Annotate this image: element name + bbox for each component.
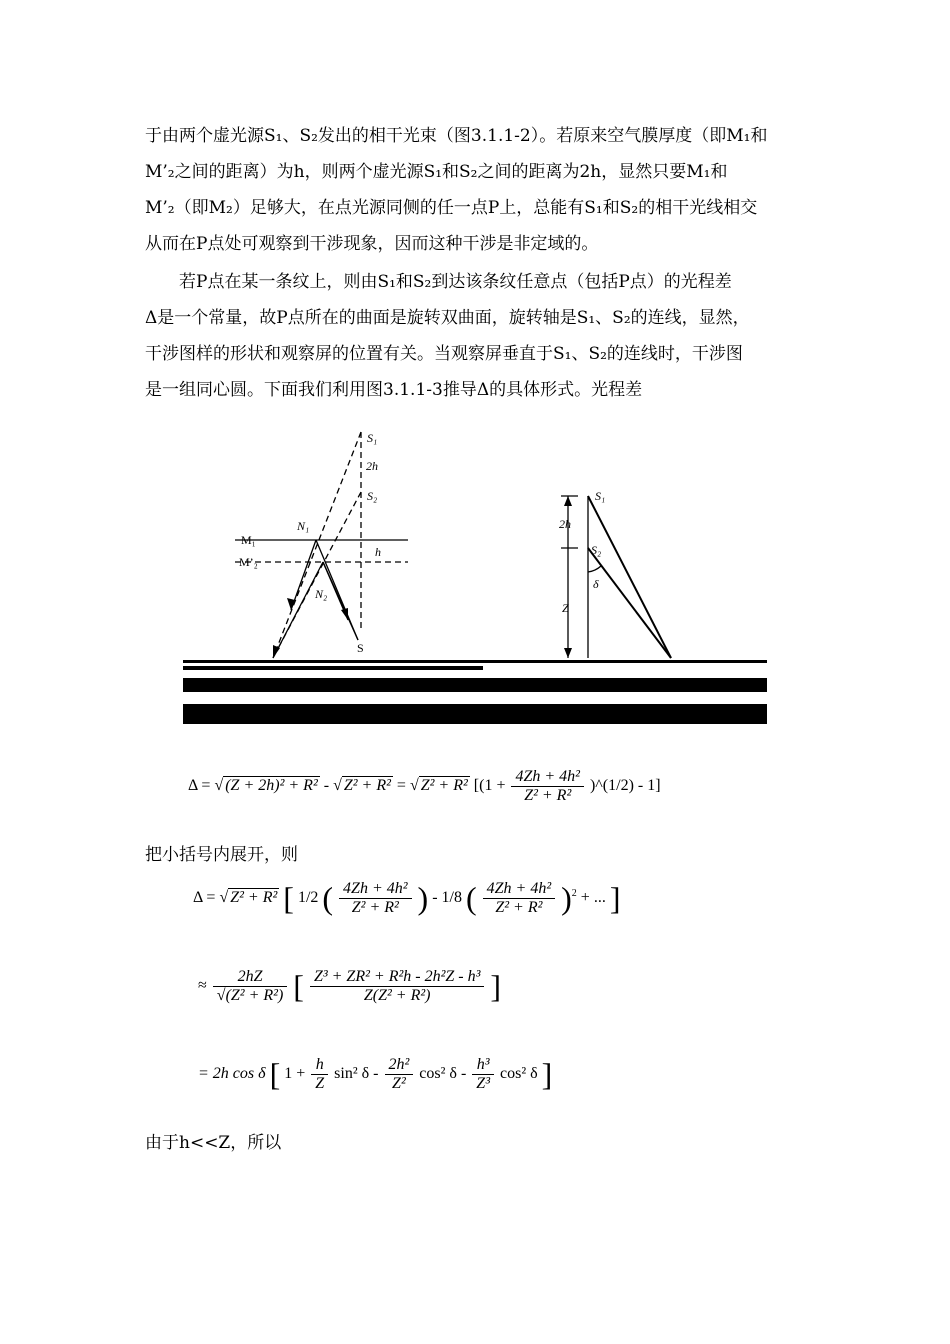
eq2-c1: 1/2 [297,889,319,907]
eq3-frac1 [310,968,484,1005]
eq4-f1n: h [311,1056,328,1075]
eq4-f2n: 2h² [385,1056,414,1075]
equation-3: ≈ $\frac{2hZ}{\text{√(Z² + R²)}}$ [ $\frac{\text{Z³ + ZR² + R²h - 2h²Z - h³}}{\text{Z(Z² + R²)}}$ ] [198,968,502,1004]
eq4-frac2 [385,1056,414,1093]
eq4-lhs: = 2h cos δ [198,1065,266,1083]
band-1 [183,678,767,692]
ground-line [183,660,767,663]
arrow-3 [341,608,348,620]
paragraph-2 [145,264,810,408]
eq4-f1d: Z [315,1075,325,1092]
eq2-n1: 4Zh + 4h² [339,880,412,899]
eq4-t1: sin² δ - [334,1065,379,1083]
paragraph-1-line-2: M’₂之间的距离）为h，则两个虚光源S₁和S₂之间的距离为2h，显然只要M₁和 [145,162,728,182]
eq4-f2d: Z² [392,1075,406,1092]
eq2-minus: - [432,889,438,907]
eq2-frac1 [339,880,412,917]
eq1-den: Z² + R² [524,787,572,804]
eq1-fraction [511,768,584,805]
eq4-f3n: h³ [472,1056,494,1075]
paragraph-1-line-4: 从而在P点处可观察到干涉现象，因而这种干涉是非定域的。 [145,234,599,254]
eq2-n2: 4Zh + 4h² [483,880,556,899]
ray-from-s1 [588,496,671,658]
label-m2p: M’₂ [239,555,258,569]
arrow-dim-top [564,496,572,506]
eq1-minus: - [323,777,330,795]
eq4-f3d: Z³ [476,1075,490,1092]
paragraph-2-line-3: 干涉图样的形状和观察屏的位置有关。当观察屏垂直于S₁、S₂的连线时，干涉图 [145,344,743,364]
eq4-frac3 [472,1056,494,1093]
eq3-frac0 [213,968,288,1005]
eq1-open: [(1 + [473,777,506,795]
equation-2: Δ = √ Z² + R² [ 1/2 ( $\frac{\text{4Zh + 4h²}}{\text{Z² + R²}}$ ) - 1/8 ( $\frac{\text{4Zh + 4h²}}{\text{Z² + R²}}$ )$^2$ + ... ] [193,880,621,916]
eq2-tail: + ... [580,889,606,907]
label-delta: δ [593,577,599,591]
eq2-d2: Z² + R² [495,899,543,916]
paragraph-2-line-4: 是一组同心圆。下面我们利用图3.1.1-3推导Δ的具体形式。光程差 [145,380,643,400]
equation-1: Δ = √ (Z + 2h)² + R² - √ Z² + R² = √ Z² + R² [(1 + $\frac{\text{4Zh + 4h²}}{\text{Z² + R²}}$ )^(1/2) - 1] [188,768,661,804]
arrow-dim-bottom [564,648,572,658]
paragraph-2-line-1: 若P点在某一条纹上，则由S₁和S₂到达该条纹任意点（包括P点）的光程差 [179,272,732,292]
dashed-ray-s1 [273,432,361,658]
eq3-n1: Z³ + ZR² + R²h - 2h²Z - h³ [310,968,484,987]
label-left-s2: S₂ [367,489,378,503]
paragraph-1-line-3: M’₂（即M₂）足够大，在点光源同侧的任一点P上，总能有S₁和S₂的相干光线相交 [145,198,758,218]
eq1-term3: Z² + R² [420,777,468,795]
eq1-num: 4Zh + 4h² [511,768,584,787]
equation-4: = 2h cos δ [ 1 + $\frac{h}{Z}$ sin² δ - $\frac{\text{2h²}}{\text{Z²}}$ cos² δ - $\frac{\text{h³}}{\text{Z³}}$ cos² δ ] [198,1056,553,1092]
eq3-lhs: ≈ [198,977,207,995]
eq3-d1: Z(Z² + R²) [363,987,431,1004]
eq4-t2: cos² δ - [419,1065,467,1083]
band-3 [183,666,483,670]
eq2-frac2 [483,880,556,917]
eq2-c2: 1/8 [441,889,462,907]
label-right-2h: 2h [559,517,571,531]
text-since: 由于h<<Z，所以 [145,1133,282,1153]
label-right-s1: S₁ [595,489,606,503]
paragraph-2-line-2: Δ是一个常量，故P点所在的曲面是旋转双曲面，旋转轴是S₁、S₂的连线，显然， [145,308,750,328]
ray-from-s2 [588,548,671,658]
eq1-close: )^(1/2) - 1] [589,777,661,795]
band-2 [183,704,767,724]
eq2-d1: Z² + R² [351,899,399,916]
eq4-t3: cos² δ [500,1065,538,1083]
label-n2: N₂ [315,587,328,601]
eq1-eq: = [396,777,406,795]
eq1-lhs: Δ = [188,777,211,795]
label-n1: N₁ [297,519,310,533]
label-m1: M₁ [241,533,256,547]
eq1-term1: (Z + 2h)² + R² [225,777,318,795]
ray-n2-out [273,562,323,658]
eq3-d0: √(Z² + R²) [216,987,284,1004]
paragraph-1 [145,118,810,262]
delta-arc [588,566,601,572]
eq3-n0: 2hZ [213,968,288,987]
label-left-2h: 2h [366,459,378,473]
label-z: Z [562,601,569,615]
label-s: S [357,641,364,655]
eq4-one: 1 + [284,1065,306,1083]
label-left-s1: S₁ [367,431,378,445]
text-expand: 把小括号内展开，则 [145,845,298,865]
eq4-frac1 [311,1056,328,1093]
label-right-s2: S₂ [591,543,602,557]
eq2-lhs: Δ = [193,889,216,907]
eq2-root: Z² + R² [230,889,278,907]
eq1-term2: Z² + R² [343,777,391,795]
interference-figure [183,420,767,725]
label-left-h: h [375,545,381,559]
paragraph-1-line-1: 于由两个虚光源S₁、S₂发出的相干光束（图3.1.1-2）。若原来空气膜厚度（即M₁和 [145,126,768,146]
